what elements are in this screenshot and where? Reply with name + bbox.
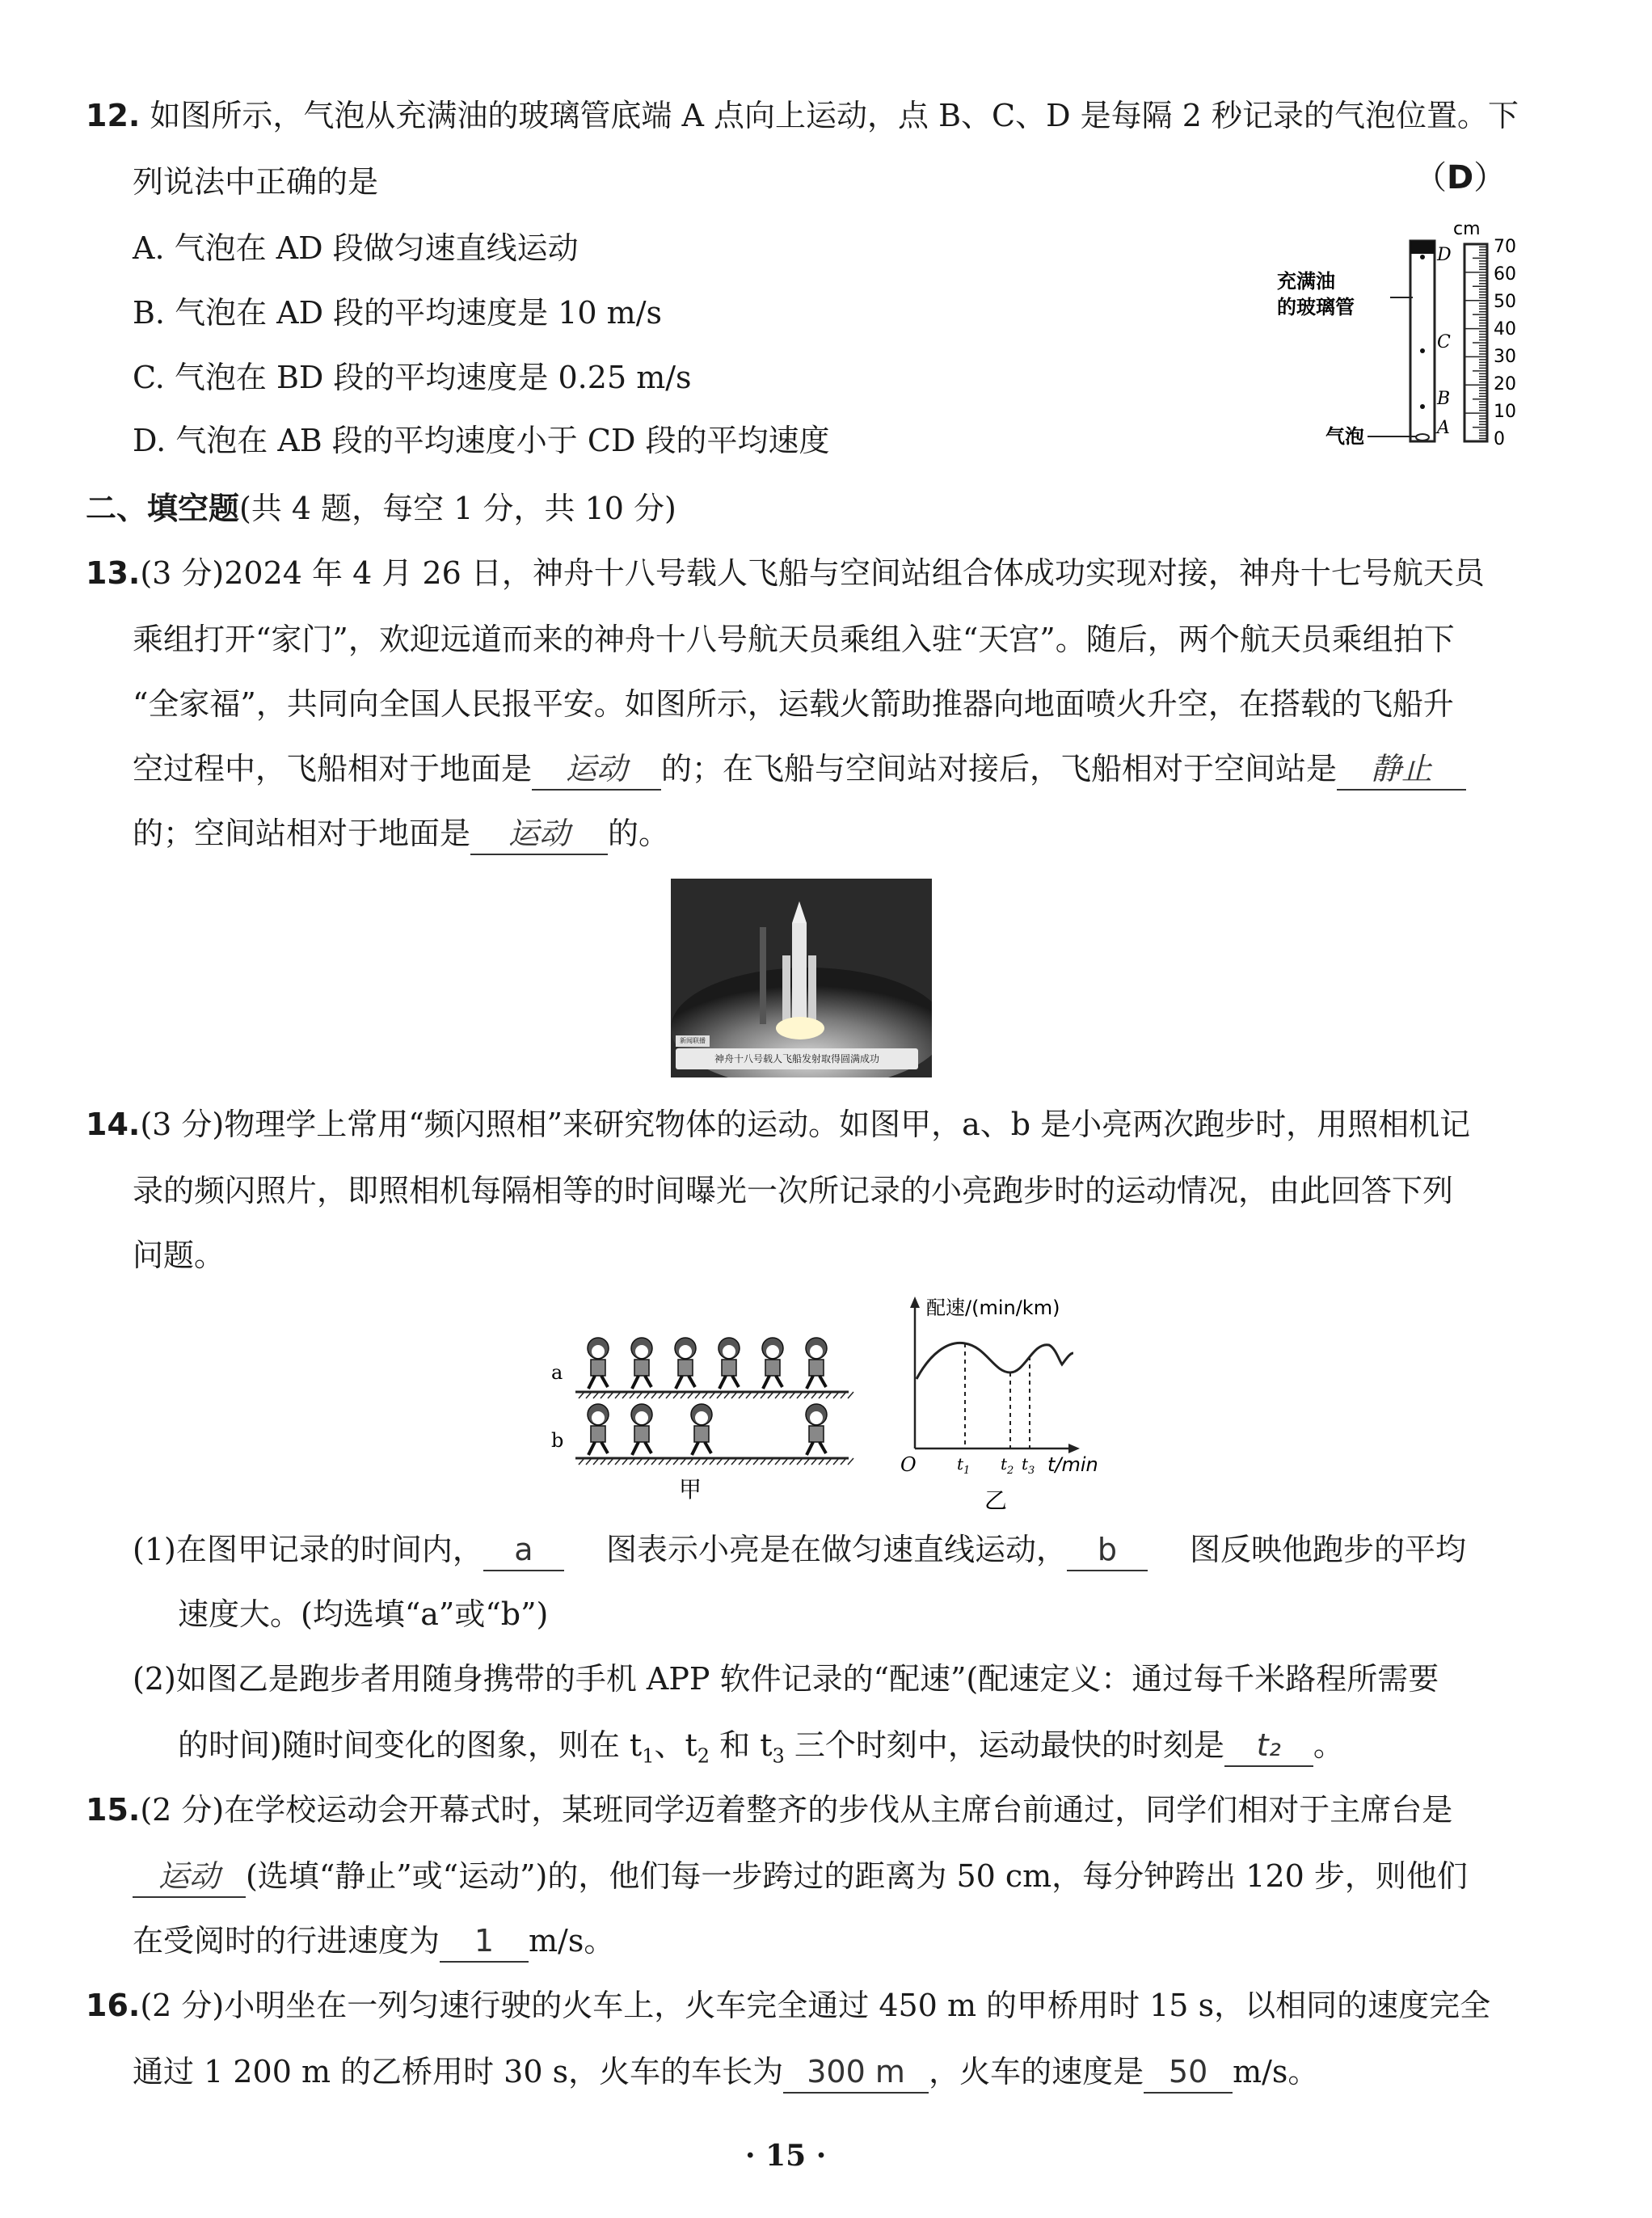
glass-tube — [1410, 241, 1435, 441]
x-axis-arrow — [1068, 1444, 1080, 1453]
runner-figure — [675, 1338, 696, 1389]
q12-option-b: B. 气泡在 AD 段的平均速度是 10 m/s — [133, 295, 663, 331]
section2-title: 二、填空题 — [86, 491, 240, 526]
t2-label: $t_2$ — [1001, 1454, 1014, 1477]
q15-line1 — [86, 1790, 1452, 1830]
runners-row-a — [588, 1338, 827, 1389]
runner-figure — [806, 1404, 827, 1455]
q12-answer: D — [1447, 159, 1474, 196]
ruler-label-20: 20 — [1494, 374, 1516, 394]
q13-line4-a: 空过程中，飞船相对于地面是 — [133, 751, 533, 786]
rocket-launch-photo — [671, 879, 932, 1077]
rocket-flame — [776, 1017, 824, 1039]
ruler-unit: cm — [1453, 219, 1481, 239]
q12-line1 — [86, 95, 1519, 136]
point-d-dot — [1420, 255, 1425, 259]
rocket-booster-left — [782, 955, 790, 1020]
q14-sub1-line2: 速度大。(均选填“a”或“b”) — [178, 1596, 549, 1632]
section2-header — [86, 488, 676, 529]
section2-note: (共 4 题，每空 1 分，共 10 分) — [239, 491, 676, 526]
q15-score: (2 分) — [140, 1792, 225, 1828]
q12-option-c: C. 气泡在 BD 段的平均速度是 0.25 m/s — [133, 360, 692, 395]
x-axis-label: t/min — [1047, 1453, 1098, 1476]
q13-line4-b: 的；在飞船与空间站对接后，飞船相对于空间站是 — [661, 751, 1338, 786]
q16-number: 16. — [86, 1988, 141, 2023]
q15-line3 — [133, 1921, 614, 1963]
point-d-label: D — [1437, 245, 1452, 265]
runner-figure — [631, 1404, 652, 1455]
q12-number: 12. — [86, 98, 141, 133]
bubble-label: 气泡 — [1325, 425, 1364, 448]
y-axis-label: 配速/(min/km) — [926, 1297, 1060, 1319]
q14-line1 — [86, 1104, 1470, 1145]
runner-figure — [588, 1338, 609, 1389]
hatch-mark — [848, 1458, 853, 1465]
q15-line3-a: 在受阅时的行进速度为 — [133, 1923, 440, 1959]
q13-stem-1: 2024 年 4 月 26 日，神舟十八号载人飞船与空间站组合体成功实现对接，神舟十七号航天员 — [224, 555, 1485, 591]
q15-blank1: 运动 — [133, 1856, 246, 1898]
page-number: · 15 · — [745, 2139, 827, 2173]
q16-line2-a: 通过 1 200 m 的乙桥用时 30 s，火车的车长为 — [133, 2054, 784, 2089]
rocket-body — [792, 923, 807, 1020]
q14-line2: 录的频闪照片，即照相机每隔相等的时间曝光一次所记录的小亮跑步时的运动情况，由此回答下列 — [133, 1173, 1454, 1208]
photo-caption: 神舟十八号载人飞船发射取得圆满成功 — [676, 1048, 918, 1069]
point-c-label: C — [1437, 332, 1451, 352]
ruler-label-30: 30 — [1494, 347, 1516, 367]
q16-stem-1: 小明坐在一列匀速行驶的火车上，火车完全通过 450 m 的甲桥用时 15 s，以相同的速度完全 — [224, 1988, 1491, 2023]
q15-line2-text: (选填“静止”或“运动”)的，他们每一步跨过的距离为 50 cm，每分钟跨出 120 步，则他们 — [246, 1858, 1468, 1894]
q16-line2 — [133, 2051, 1318, 2094]
ruler-label-50: 50 — [1494, 292, 1516, 312]
q13-line5-b: 的。 — [608, 816, 670, 851]
q13-line1 — [86, 553, 1485, 593]
q14-sub2-end: 。 — [1313, 1727, 1344, 1763]
q12-tube-figure — [1277, 217, 1536, 459]
q14-sub2-sub3: 3 — [772, 1744, 785, 1768]
fig-yi-pace-graph — [897, 1290, 1123, 1524]
row-a-label: a — [551, 1361, 563, 1384]
q16-line2-b: ，火车的速度是 — [929, 2054, 1144, 2089]
t3-label: $t_3$ — [1022, 1454, 1035, 1477]
q15-stem-1: 在学校运动会开幕式时，某班同学迈着整齐的步伐从主席台前通过，同学们相对于主席台是 — [224, 1792, 1453, 1828]
point-b-label: B — [1437, 389, 1451, 409]
pace-curve — [917, 1343, 1073, 1379]
q12-paren-open: （ — [1414, 159, 1447, 196]
q14-stem-1: 物理学上常用“频闪照相”来研究物体的运动。如图甲，a、b 是小亮两次跑步时，用照相机记 — [224, 1107, 1471, 1142]
q16-line2-c: m/s。 — [1233, 2054, 1319, 2089]
q14-sub1-a: (1)在图甲记录的时间内， — [133, 1532, 483, 1567]
runner-figure — [691, 1404, 712, 1455]
q14-sub2-sub2: 2 — [697, 1744, 710, 1768]
q14-sub2-blank: t₂ — [1224, 1725, 1313, 1767]
q14-sub2-sub1: 1 — [642, 1744, 655, 1768]
q14-sub2-line2 — [178, 1725, 1344, 1777]
q13-line5 — [133, 813, 669, 855]
q14-number: 14. — [86, 1107, 141, 1142]
q13-blank2: 静止 — [1337, 748, 1466, 791]
q15-line2 — [133, 1856, 1468, 1898]
hatch-mark — [848, 1392, 853, 1398]
q12-paren-close: ） — [1473, 159, 1507, 196]
q12-line2: 列说法中正确的是 — [133, 164, 379, 200]
ruler-label-70: 70 — [1494, 237, 1516, 257]
q12-option-d: D. 气泡在 AB 段的平均速度小于 CD 段的平均速度 — [133, 423, 830, 458]
q14-line3: 问题。 — [133, 1238, 225, 1273]
fig-jia-caption: 甲 — [679, 1476, 702, 1503]
fig-yi-caption: 乙 — [984, 1487, 1008, 1514]
q13-blank1: 运动 — [532, 748, 661, 791]
q16-blank1: 300 m — [783, 2051, 929, 2094]
q13-line4 — [133, 748, 1466, 791]
ruler-labels — [1494, 237, 1516, 449]
q14-score: (3 分) — [140, 1107, 225, 1142]
q13-line5-a: 的；空间站相对于地面是 — [133, 816, 471, 851]
ruler-label-60: 60 — [1494, 264, 1516, 285]
q13-line3: “全家福”，共同向全国人民报平安。如图所示，运载火箭助推器向地面喷火升空，在搭载的飞船升 — [133, 686, 1454, 722]
point-b-dot — [1420, 404, 1425, 409]
ruler-label-40: 40 — [1494, 319, 1516, 339]
ruler-ticks — [1464, 244, 1487, 441]
q12-answer-bracket — [1414, 158, 1506, 198]
y-axis-arrow — [910, 1297, 920, 1308]
launch-tower — [760, 927, 766, 1024]
q16-score: (2 分) — [140, 1988, 225, 2023]
runners-row-b — [588, 1404, 827, 1455]
q13-score: (3 分) — [140, 555, 225, 591]
q13-number: 13. — [86, 555, 141, 591]
q14-sub2-c1: 、t — [654, 1727, 697, 1763]
tube-label-2: 的玻璃管 — [1277, 296, 1355, 318]
ruler-label-10: 10 — [1494, 402, 1516, 422]
photo-tag: 新闻联播 — [676, 1035, 710, 1047]
point-c-dot — [1420, 348, 1425, 353]
q14-sub2-line1: (2)如图乙是跑步者用随身携带的手机 APP 软件记录的“配速”(配速定义：通过每千米路程所需要 — [133, 1661, 1439, 1697]
q14-sub1-blank2: b — [1067, 1529, 1148, 1571]
origin-label: O — [900, 1453, 917, 1476]
runner-figure — [631, 1338, 652, 1389]
tube-label-1: 充满油 — [1277, 270, 1335, 293]
q14-sub2-c2: 和 t — [710, 1727, 773, 1763]
rocket-booster-right — [808, 955, 816, 1020]
ruler-label-0: 0 — [1494, 429, 1505, 449]
q16-blank2: 50 — [1144, 2051, 1233, 2094]
bubble-shape — [1416, 434, 1429, 441]
q14-sub1-b: 图表示小亮是在做匀速直线运动， — [605, 1532, 1067, 1567]
runner-figure — [588, 1404, 609, 1455]
q12-stem-1: 如图所示，气泡从充满油的玻璃管底端 A 点向上运动，点 B、C、D 是每隔 2 秒记录的气泡位置。下 — [150, 98, 1519, 133]
runner-figure — [719, 1338, 740, 1389]
q13-blank3: 运动 — [470, 813, 608, 855]
q15-line3-b: m/s。 — [529, 1923, 615, 1959]
t1-label: $t_1$ — [957, 1454, 971, 1477]
q13-line2: 乘组打开“家门”，欢迎远道而来的神舟十八号航天员乘组入驻“天宫”。随后，两个航天员乘组拍下 — [133, 622, 1455, 657]
runner-figure — [762, 1338, 783, 1389]
q14-sub2-c3: 三个时刻中，运动最快的时刻是 — [784, 1727, 1224, 1763]
fig-jia-strobe — [542, 1326, 865, 1503]
q15-number: 15. — [86, 1792, 141, 1828]
runner-figure — [806, 1338, 827, 1389]
q15-blank2: 1 — [440, 1921, 529, 1963]
q14-sub1-c: 图反映他跑步的平均 — [1190, 1532, 1467, 1567]
q12-option-a: A. 气泡在 AD 段做匀速直线运动 — [133, 230, 579, 266]
tube-cap — [1410, 241, 1435, 254]
q14-sub2-a: 的时间)随时间变化的图象，则在 t — [178, 1727, 643, 1763]
q16-line1 — [86, 1985, 1490, 2026]
q14-sub1-blank1: a — [483, 1529, 564, 1571]
point-a-label: A — [1437, 418, 1450, 438]
q14-sub1-line1 — [133, 1529, 1466, 1571]
row-b-label: b — [551, 1429, 564, 1452]
